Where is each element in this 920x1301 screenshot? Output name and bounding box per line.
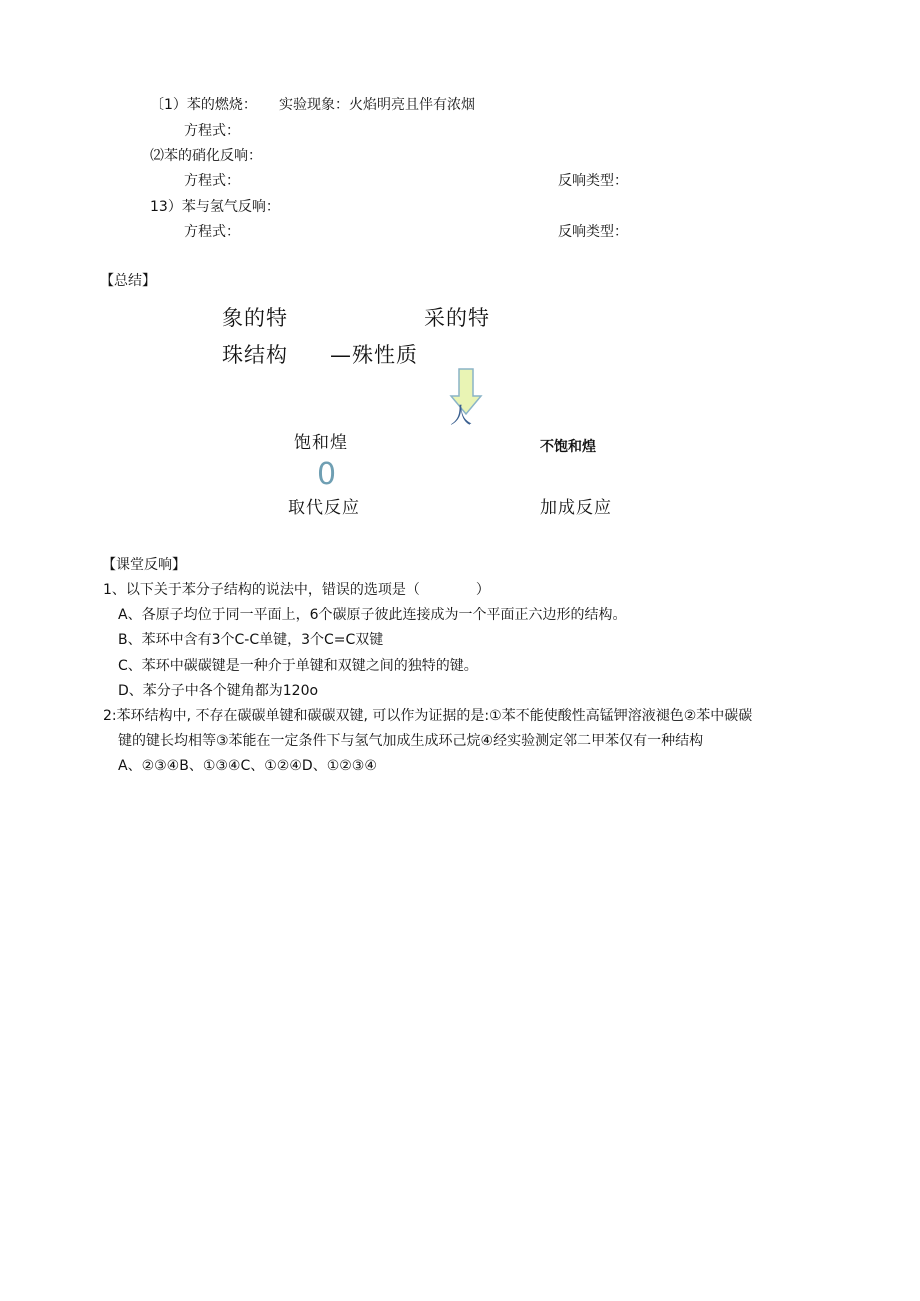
combustion-title: 〔1）苯的燃烧： xyxy=(150,97,257,113)
unsaturated-label: 不饱和煌 xyxy=(540,439,596,455)
hydrogenation-type-label: 反响类型： xyxy=(558,224,628,240)
hydrogenation-equation-label: 方程式： xyxy=(184,224,240,240)
nitration-type-label: 反响类型： xyxy=(558,173,628,189)
practice-heading: 【课堂反响】 xyxy=(102,557,186,573)
summary-heading: 【总结】 xyxy=(100,273,156,289)
combustion-equation-label: 方程式： xyxy=(184,123,240,139)
addition-reaction: 加成反应 xyxy=(540,498,612,518)
saturated-label: 饱和煌 xyxy=(294,433,348,453)
question-1-stem: 1、以下关于苯分子结构的说法中，错误的选项是（ ） xyxy=(103,582,490,598)
summary-left-line2: 珠结构 xyxy=(222,343,288,367)
hydrogenation-title: 13）苯与氢气反响： xyxy=(150,199,280,215)
nitration-equation-label: 方程式： xyxy=(184,173,240,189)
question-2-stem-line2: 键的键长均相等③苯能在一定条件下与氢气加成生成环己烷④经实验测定邻二甲苯仅有一种结构 xyxy=(118,733,704,749)
zero-glyph: 0 xyxy=(317,457,337,492)
question-1-option-a: A、各原子均位于同一平面上，6个碳原子彼此连接成为一个平面正六边形的结构。 xyxy=(118,607,627,623)
question-1-option-d: D、苯分子中各个键角都为120o xyxy=(118,683,319,699)
summary-right-line1: 采的特 xyxy=(424,306,490,330)
question-2-stem-line1: 2:苯环结构中, 不存在碳碳单键和碳碳双键, 可以作为证据的是:①苯不能使酸性高锰钾溶液褪色②苯中碳碳 xyxy=(103,708,753,724)
summary-right-line2: —殊性质 xyxy=(330,343,418,367)
question-2-choices: A、②③④B、①③④C、①②④D、①②③④ xyxy=(118,758,377,774)
arrow-glyph: 人 xyxy=(450,404,474,429)
summary-left-line1: 象的特 xyxy=(222,306,288,330)
question-1-option-b: B、苯环中含有3个C-C单键，3个C=C双键 xyxy=(118,632,384,648)
combustion-phenomenon: 实验现象：火焰明亮且伴有浓烟 xyxy=(279,97,475,113)
substitution-reaction: 取代反应 xyxy=(288,498,360,518)
nitration-title: ⑵苯的硝化反响： xyxy=(150,148,262,164)
question-1-option-c: C、苯环中碳碳键是一种介于单键和双键之间的独特的键。 xyxy=(118,658,478,674)
